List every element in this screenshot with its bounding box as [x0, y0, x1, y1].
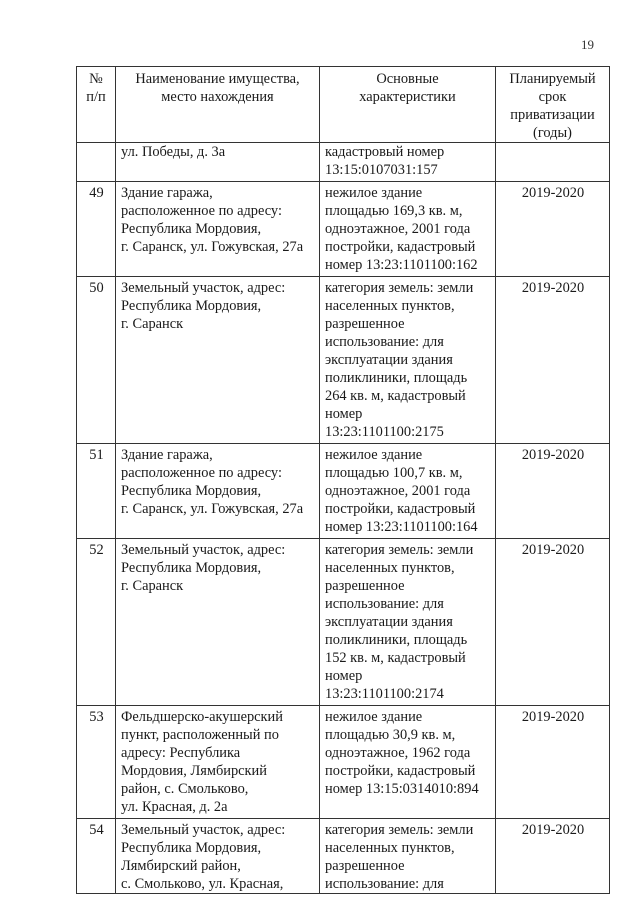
cell-name-line: Здание гаража,	[121, 447, 213, 463]
table-row	[77, 143, 610, 182]
header-line: (годы)	[533, 125, 572, 141]
cell-characteristics-line: одноэтажное, 2001 года	[325, 221, 471, 237]
cell-name-line: расположенное по адресу:	[121, 203, 282, 219]
cell-characteristics-line: 13:23:1101100:2174	[325, 686, 444, 702]
cell-characteristics-line: категория земель: земли	[325, 542, 474, 558]
cell-name-line: Республика Мордовия,	[121, 560, 262, 576]
cell-characteristics-line: постройки, кадастровый	[325, 763, 476, 779]
cell-name-line: с. Смольково, ул. Красная,	[121, 876, 284, 892]
table-row	[77, 444, 610, 539]
cell-term: 2019-2020	[496, 277, 610, 444]
cell-characteristics-line: нежилое здание	[325, 185, 423, 201]
cell-term: 2019-2020	[496, 706, 610, 819]
cell-term	[496, 143, 610, 182]
table-row	[77, 182, 610, 277]
cell-characteristics-line: одноэтажное, 1962 года	[325, 745, 471, 761]
cell-characteristics-line: кадастровый номер	[325, 144, 445, 160]
cell-name-line: г. Саранск	[121, 578, 184, 594]
cell-name-line: Земельный участок, адрес:	[121, 280, 286, 296]
cell-name-line: г. Саранск	[121, 316, 184, 332]
cell-characteristics-line: 13:15:0107031:157	[325, 162, 438, 178]
cell-characteristics	[320, 143, 496, 182]
cell-characteristics-line: использование: для	[325, 596, 444, 612]
cell-characteristics-line: поликлиники, площадь	[325, 370, 468, 386]
cell-number: 50	[77, 277, 116, 444]
cell-characteristics-line: постройки, кадастровый	[325, 501, 476, 517]
cell-name-line: район, с. Смольково,	[121, 781, 249, 797]
cell-name-line: Фельдшерско-акушерский	[121, 709, 283, 725]
cell-term: 2019-2020	[496, 182, 610, 277]
cell-characteristics-line: поликлиники, площадь	[325, 632, 468, 648]
cell-characteristics-line: использование: для	[325, 876, 444, 892]
cell-characteristics-line: постройки, кадастровый	[325, 239, 476, 255]
cell-characteristics-line: номер	[325, 668, 363, 684]
cell-characteristics-line: площадью 100,7 кв. м,	[325, 465, 463, 481]
cell-term: 2019-2020	[496, 444, 610, 539]
header-line: №	[89, 71, 103, 87]
cell-number: 49	[77, 182, 116, 277]
table-row	[77, 539, 610, 706]
property-table	[76, 66, 610, 894]
cell-name-line: ул. Красная, д. 2а	[121, 799, 228, 815]
cell-characteristics-line: номер 13:23:1101100:164	[325, 519, 478, 535]
cell-name	[116, 182, 320, 277]
table-row	[77, 819, 610, 894]
cell-characteristics	[320, 277, 496, 444]
cell-name-line: адресу: Республика	[121, 745, 241, 761]
cell-number: 51	[77, 444, 116, 539]
cell-characteristics	[320, 706, 496, 819]
cell-characteristics-line: категория земель: земли	[325, 822, 474, 838]
cell-characteristics-line: разрешенное	[325, 578, 405, 594]
header-characteristics	[320, 67, 496, 143]
cell-name-line: г. Саранск, ул. Гожувская, 27а	[121, 239, 304, 255]
cell-characteristics-line: 152 кв. м, кадастровый	[325, 650, 466, 666]
cell-number: 54	[77, 819, 116, 894]
cell-characteristics-line: населенных пунктов,	[325, 560, 455, 576]
cell-name-line: пункт, расположенный по	[121, 727, 279, 743]
cell-number: 52	[77, 539, 116, 706]
cell-name-line: г. Саранск, ул. Гожувская, 27а	[121, 501, 304, 517]
cell-characteristics-line: разрешенное	[325, 858, 405, 874]
cell-characteristics-line: разрешенное	[325, 316, 405, 332]
cell-name	[116, 444, 320, 539]
cell-name	[116, 706, 320, 819]
cell-characteristics-line: номер 13:23:1101100:162	[325, 257, 478, 273]
header-line: Основные	[376, 71, 439, 87]
cell-name	[116, 143, 320, 182]
header-line: п/п	[86, 89, 106, 105]
cell-characteristics-line: категория земель: земли	[325, 280, 474, 296]
header-line: Наименование имущества,	[135, 71, 300, 87]
cell-characteristics-line: номер	[325, 406, 363, 422]
cell-characteristics-line: номер 13:15:0314010:894	[325, 781, 479, 797]
cell-characteristics-line: одноэтажное, 2001 года	[325, 483, 471, 499]
cell-name-line: Республика Мордовия,	[121, 298, 262, 314]
cell-name	[116, 539, 320, 706]
page-number: 19	[581, 37, 594, 52]
table-header-row	[77, 67, 610, 143]
cell-characteristics	[320, 182, 496, 277]
cell-characteristics-line: использование: для	[325, 334, 444, 350]
cell-name-line: расположенное по адресу:	[121, 465, 282, 481]
cell-characteristics	[320, 444, 496, 539]
cell-name-line: Республика Мордовия,	[121, 483, 262, 499]
cell-name	[116, 277, 320, 444]
table-row	[77, 706, 610, 819]
cell-name-line: Лямбирский район,	[121, 858, 241, 874]
cell-characteristics-line: 264 кв. м, кадастровый	[325, 388, 466, 404]
header-number	[77, 67, 116, 143]
cell-characteristics-line: эксплуатации здания	[325, 352, 453, 368]
cell-number	[77, 143, 116, 182]
cell-characteristics	[320, 539, 496, 706]
cell-name	[116, 819, 320, 894]
header-name	[116, 67, 320, 143]
cell-name-line: Земельный участок, адрес:	[121, 822, 286, 838]
cell-term: 2019-2020	[496, 819, 610, 894]
cell-name-line: Республика Мордовия,	[121, 840, 262, 856]
cell-name-line: Республика Мордовия,	[121, 221, 262, 237]
cell-characteristics-line: нежилое здание	[325, 447, 423, 463]
cell-characteristics	[320, 819, 496, 894]
header-line: место нахождения	[161, 89, 274, 105]
cell-term: 2019-2020	[496, 539, 610, 706]
cell-characteristics-line: площадью 169,3 кв. м,	[325, 203, 463, 219]
table-body	[77, 143, 610, 894]
header-term	[496, 67, 610, 143]
header-line: срок	[538, 89, 567, 105]
cell-characteristics-line: населенных пунктов,	[325, 298, 455, 314]
cell-name-line: Здание гаража,	[121, 185, 213, 201]
cell-name-line: Мордовия, Лямбирский	[121, 763, 267, 779]
header-line: Планируемый	[509, 71, 596, 87]
cell-characteristics-line: нежилое здание	[325, 709, 423, 725]
header-line: приватизации	[510, 107, 595, 123]
table-row	[77, 277, 610, 444]
cell-characteristics-line: эксплуатации здания	[325, 614, 453, 630]
cell-number: 53	[77, 706, 116, 819]
cell-name-line: ул. Победы, д. 3а	[121, 144, 226, 160]
header-line: характеристики	[359, 89, 456, 105]
cell-characteristics-line: населенных пунктов,	[325, 840, 455, 856]
cell-name-line: Земельный участок, адрес:	[121, 542, 286, 558]
cell-characteristics-line: площадью 30,9 кв. м,	[325, 727, 456, 743]
cell-characteristics-line: 13:23:1101100:2175	[325, 424, 444, 440]
